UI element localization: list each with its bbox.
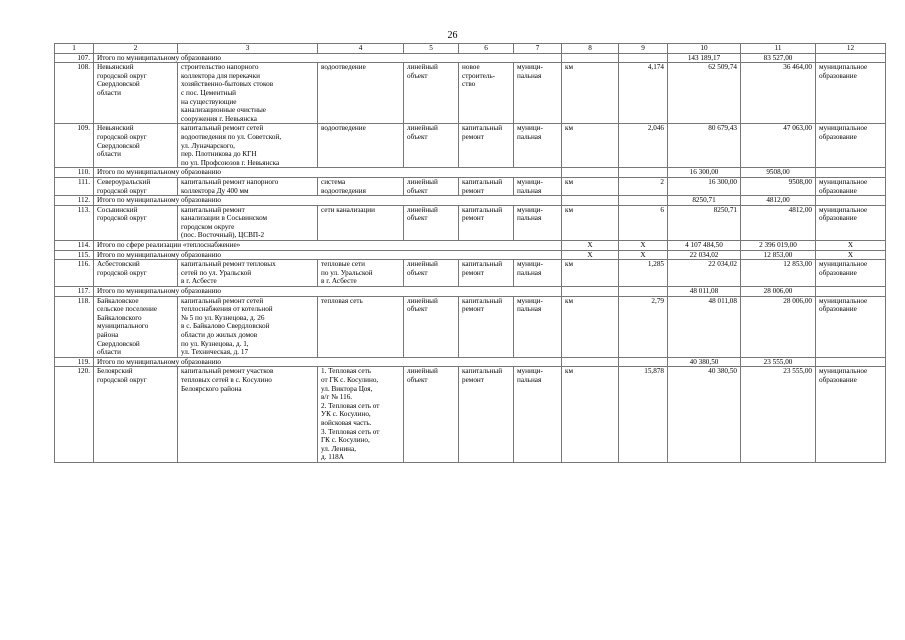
cell-line: пальная	[517, 132, 542, 141]
unit-cell: км	[562, 296, 619, 357]
cell-line: Невьянский	[97, 124, 134, 133]
municipality-cell	[94, 367, 178, 463]
cell-line: ство	[462, 80, 476, 89]
cell-line: Байкаловское	[97, 296, 139, 305]
amount-regional-cell: 9508,00	[741, 177, 816, 195]
work-type-cell	[459, 205, 514, 240]
cell-line: городской округ	[97, 375, 147, 384]
object-cell	[318, 260, 404, 287]
row-number: 119.	[55, 357, 94, 367]
cell-line: ремонт	[462, 186, 484, 195]
quantity-cell: X	[619, 250, 668, 260]
cell-line: ремонт	[462, 214, 484, 223]
cell-line: капитальный	[462, 260, 503, 269]
cell-line: капитальный ремонт напорного	[181, 177, 279, 186]
work-type-cell	[459, 63, 514, 124]
table-row	[55, 177, 886, 195]
cell-line: сети канализации	[321, 205, 375, 214]
cell-line: линейный	[407, 296, 438, 305]
data-table	[54, 43, 886, 463]
cell-line: строитель-	[462, 71, 496, 80]
cell-line: пальная	[517, 268, 542, 277]
cell-line: городском округе	[181, 222, 235, 231]
header-cell-1: 1	[55, 44, 94, 54]
unit-cell	[562, 196, 619, 206]
cell-line: Белоярского района	[181, 384, 242, 393]
total-row	[55, 250, 886, 260]
owner-cell	[816, 205, 886, 240]
cell-line: капитальный	[462, 177, 503, 186]
cell-line: 1. Тепловая сеть	[321, 367, 371, 376]
cell-line: от ГК с. Косулино,	[321, 375, 379, 384]
cell-line: района	[97, 331, 119, 339]
cell-line: сельское поселение	[97, 305, 158, 314]
work-type-cell	[459, 177, 514, 195]
page-number: 26	[447, 30, 458, 41]
cell-line: образование	[819, 186, 857, 195]
cell-line: строительство напорного	[181, 63, 259, 72]
header-cell-6: 6	[459, 44, 514, 54]
amount-total-cell: 16 300,00	[668, 177, 741, 195]
total-label: Итого по муниципальному образованию	[94, 168, 562, 178]
amount-total-cell: 8250,71	[668, 196, 741, 206]
amount-regional-cell: 23 555,00	[741, 367, 816, 463]
table-row	[55, 367, 886, 463]
municipality-cell	[94, 296, 178, 357]
object-type-cell	[404, 124, 459, 168]
row-number: 116.	[55, 260, 94, 287]
header-row	[55, 44, 886, 54]
amount-total-cell: 40 380,50	[668, 357, 741, 367]
amount-regional-cell: 36 464,00	[741, 63, 816, 124]
amount-total-cell: 143 189,17	[668, 53, 741, 63]
unit-cell: X	[562, 241, 619, 251]
header-cell-12: 12	[816, 44, 886, 54]
work-type-cell	[459, 296, 514, 357]
cell-line: области	[97, 150, 122, 159]
cell-line: объект	[407, 268, 428, 277]
cell-line: хозяйственно-бытовых стоков	[181, 80, 274, 89]
municipality-cell	[94, 124, 178, 168]
row-number: 114.	[55, 241, 94, 251]
table-row	[55, 124, 886, 168]
cell-line: муници-	[517, 260, 543, 269]
cell-line: пальная	[517, 71, 542, 80]
object-type-cell	[404, 177, 459, 195]
cell-line: ремонт	[462, 132, 484, 141]
project-name-cell	[178, 296, 318, 357]
cell-line: пер. Плотникова до КГН	[181, 150, 257, 159]
municipality-cell	[94, 260, 178, 287]
total-label: Итого по муниципальному образованию	[94, 53, 562, 63]
cell-line: капитальный ремонт сетей	[181, 124, 264, 133]
cell-line: объект	[407, 132, 428, 141]
quantity-cell: X	[619, 241, 668, 251]
quantity-cell	[619, 196, 668, 206]
total-label: Итого по сфере реализации «теплоснабжение»	[94, 241, 562, 251]
amount-total-cell: 62 509,74	[668, 63, 741, 124]
quantity-cell: 15,878	[619, 367, 668, 463]
unit-cell	[562, 287, 619, 297]
quantity-cell	[619, 168, 668, 178]
cell-line: тепловых сетей в с. Косулино	[181, 375, 272, 384]
header-cell-10: 10	[668, 44, 741, 54]
unit-cell	[562, 168, 619, 178]
cell-line: образование	[819, 305, 857, 314]
owner-cell	[816, 357, 886, 367]
total-row	[55, 53, 886, 63]
amount-total-cell: 40 380,50	[668, 367, 741, 463]
cell-line: ремонт	[462, 375, 484, 384]
cell-line: муници-	[517, 124, 543, 133]
cell-line: объект	[407, 214, 428, 223]
cell-line: система	[321, 177, 346, 186]
cell-line: по ул. Уральской	[321, 268, 373, 277]
cell-line: пальная	[517, 375, 542, 384]
unit-cell	[562, 53, 619, 63]
cell-line: коллектора Ду 400 мм	[181, 186, 249, 195]
ownership-cell	[514, 296, 562, 357]
municipality-cell	[94, 63, 178, 124]
unit-cell: км	[562, 177, 619, 195]
amount-total-cell: 22 034,02	[668, 260, 741, 287]
cell-line: объект	[407, 71, 428, 80]
cell-line: муниципальное	[819, 205, 868, 214]
cell-line: Североуральский	[97, 177, 151, 186]
project-name-cell	[178, 124, 318, 168]
object-type-cell	[404, 367, 459, 463]
row-number: 118.	[55, 296, 94, 357]
table-row	[55, 260, 886, 287]
cell-line: объект	[407, 305, 428, 314]
cell-line: муниципальное	[819, 260, 868, 269]
cell-line: в г. Асбесте	[181, 277, 217, 286]
ownership-cell	[514, 205, 562, 240]
amount-total-cell: 4 107 484,50	[668, 241, 741, 251]
cell-line: в г. Асбесте	[321, 277, 357, 286]
cell-line: объект	[407, 375, 428, 384]
cell-line: водоотведение	[321, 124, 366, 133]
amount-regional-cell: 47 063,00	[741, 124, 816, 168]
cell-line: в/г № 116.	[321, 393, 353, 402]
cell-line: сооружения г. Невьянска	[181, 114, 257, 123]
unit-cell: км	[562, 205, 619, 240]
owner-cell	[816, 63, 886, 124]
project-name-cell	[178, 205, 318, 240]
owner-cell	[816, 168, 886, 178]
amount-regional-cell: 12 853,00	[741, 260, 816, 287]
project-name-cell	[178, 260, 318, 287]
cell-line: капитальный	[462, 367, 503, 376]
object-cell	[318, 205, 404, 240]
header-cell-5: 5	[404, 44, 459, 54]
object-cell	[318, 63, 404, 124]
cell-line: ремонт	[462, 268, 484, 277]
cell-line: коллектора для перекачки	[181, 71, 261, 80]
cell-line: 2. Тепловая сеть от	[321, 401, 380, 410]
cell-line: муници-	[517, 177, 543, 186]
cell-line: ул. Виктора Цоя,	[321, 384, 373, 393]
cell-line: муници-	[517, 63, 543, 72]
cell-line: ремонт	[462, 305, 484, 314]
cell-line: объект	[407, 186, 428, 195]
row-number: 111.	[55, 177, 94, 195]
object-type-cell	[404, 296, 459, 357]
cell-line: образование	[819, 268, 857, 277]
total-row	[55, 196, 886, 206]
cell-line: образование	[819, 132, 857, 141]
cell-line: Белоярский	[97, 367, 133, 376]
total-label: Итого по муниципальному образованию	[94, 287, 562, 297]
object-type-cell	[404, 63, 459, 124]
owner-cell	[816, 177, 886, 195]
unit-cell: км	[562, 63, 619, 124]
owner-cell	[816, 260, 886, 287]
unit-cell: X	[562, 250, 619, 260]
project-name-cell	[178, 63, 318, 124]
unit-cell	[562, 357, 619, 367]
quantity-cell: 2	[619, 177, 668, 195]
project-name-cell	[178, 177, 318, 195]
cell-line: линейный	[407, 367, 438, 376]
cell-line: образование	[819, 375, 857, 384]
cell-line: новое	[462, 63, 480, 72]
cell-line: Свердловской	[97, 339, 140, 348]
amount-regional-cell: 4812,00	[741, 196, 816, 206]
cell-line: (пос. Восточный), ЦСВП-2	[181, 231, 265, 240]
ownership-cell	[514, 124, 562, 168]
owner-cell: X	[816, 241, 886, 251]
cell-line: муниципальное	[819, 63, 868, 72]
work-type-cell	[459, 367, 514, 463]
cell-line: муниципальное	[819, 367, 868, 376]
total-label: Итого по муниципальному образованию	[94, 196, 562, 206]
cell-line: муниципальное	[819, 177, 868, 186]
object-type-cell	[404, 260, 459, 287]
cell-line: линейный	[407, 177, 438, 186]
municipality-cell	[94, 205, 178, 240]
amount-regional-cell: 28 006,00	[741, 296, 816, 357]
cell-line: ул. Луначарского,	[181, 141, 235, 150]
quantity-cell	[619, 357, 668, 367]
quantity-cell: 6	[619, 205, 668, 240]
cell-line: линейный	[407, 124, 438, 133]
table-row	[55, 296, 886, 357]
ownership-cell	[514, 367, 562, 463]
cell-line: ул. Техническая, д. 17	[181, 348, 249, 357]
cell-line: области до жилых домов	[181, 331, 258, 339]
cell-line: линейный	[407, 260, 438, 269]
unit-cell: км	[562, 260, 619, 287]
row-number: 108.	[55, 63, 94, 124]
header-cell-4: 4	[318, 44, 404, 54]
cell-line: № 5 по ул. Кузнецова, д. 26	[181, 313, 265, 322]
cell-line: муници-	[517, 205, 543, 214]
table-row	[55, 205, 886, 240]
municipality-cell	[94, 177, 178, 195]
cell-line: тепловые сети	[321, 260, 366, 269]
cell-line: Байкаловского	[97, 313, 142, 322]
header-cell-11: 11	[741, 44, 816, 54]
cell-line: капитальный ремонт участков	[181, 367, 274, 376]
row-number: 113.	[55, 205, 94, 240]
cell-line: по ул. Кузнецова, д. 1,	[181, 339, 249, 348]
object-cell	[318, 124, 404, 168]
cell-line: капитальный	[462, 296, 503, 305]
amount-regional-cell: 83 527,00	[741, 53, 816, 63]
cell-line: 3. Тепловая сеть от	[321, 427, 380, 436]
cell-line: капитальный ремонт	[181, 205, 245, 214]
header-cell-8: 8	[562, 44, 619, 54]
cell-line: на существующие	[181, 97, 237, 106]
cell-line: городской округ	[97, 214, 147, 223]
cell-line: Невьянский	[97, 63, 134, 72]
cell-line: ул. Ленина,	[321, 444, 356, 453]
header-cell-2: 2	[94, 44, 178, 54]
cell-line: по ул. Профсоюзов г. Невьянска	[181, 158, 280, 167]
cell-line: пальная	[517, 305, 542, 314]
cell-line: линейный	[407, 205, 438, 214]
amount-regional-cell: 23 555,00	[741, 357, 816, 367]
quantity-cell: 2,79	[619, 296, 668, 357]
object-cell	[318, 296, 404, 357]
cell-line: капитальный ремонт сетей	[181, 296, 264, 305]
object-type-cell	[404, 205, 459, 240]
unit-cell: км	[562, 124, 619, 168]
owner-cell: X	[816, 250, 886, 260]
ownership-cell	[514, 63, 562, 124]
header-cell-7: 7	[514, 44, 562, 54]
cell-line: городской округ	[97, 132, 147, 141]
cell-line: теплоснабжения от котельной	[181, 305, 273, 314]
header-cell-3: 3	[178, 44, 318, 54]
amount-total-cell: 48 011,08	[668, 296, 741, 357]
quantity-cell: 4,174	[619, 63, 668, 124]
amount-total-cell: 48 011,08	[668, 287, 741, 297]
cell-line: городской округ	[97, 268, 147, 277]
cell-line: муници-	[517, 367, 543, 376]
row-number: 115.	[55, 250, 94, 260]
amount-total-cell: 16 300,00	[668, 168, 741, 178]
cell-line: пальная	[517, 186, 542, 195]
quantity-cell	[619, 287, 668, 297]
owner-cell	[816, 367, 886, 463]
amount-total-cell: 22 034,02	[668, 250, 741, 260]
total-row	[55, 168, 886, 178]
row-number: 109.	[55, 124, 94, 168]
cell-line: образование	[819, 214, 857, 223]
cell-line: капитальный ремонт тепловых	[181, 260, 276, 269]
cell-line: городской округ	[97, 71, 147, 80]
row-number: 117.	[55, 287, 94, 297]
cell-line: муниципальное	[819, 296, 868, 305]
cell-line: пальная	[517, 214, 542, 223]
cell-line: водоотведения по ул. Советской,	[181, 132, 282, 141]
cell-line: канализации в Сосьвинском	[181, 214, 268, 223]
cell-line: в с. Байкалово Свердловской	[181, 322, 270, 331]
cell-line: УК с. Косулино,	[321, 410, 371, 419]
cell-line: капитальный	[462, 205, 503, 214]
cell-line: муниципального	[97, 322, 149, 331]
amount-regional-cell: 2 396 019,00	[741, 241, 816, 251]
cell-line: муниципальное	[819, 124, 868, 133]
cell-line: водоотведения	[321, 186, 366, 195]
cell-line: муници-	[517, 296, 543, 305]
table-row	[55, 63, 886, 124]
amount-regional-cell: 4812,00	[741, 205, 816, 240]
owner-cell	[816, 53, 886, 63]
row-number: 107.	[55, 53, 94, 63]
total-label: Итого по муниципальному образованию	[94, 357, 562, 367]
row-number: 112.	[55, 196, 94, 206]
total-row	[55, 241, 886, 251]
cell-line: образование	[819, 71, 857, 80]
cell-line: войсковая часть.	[321, 418, 372, 427]
total-label: Итого по муниципальному образованию	[94, 250, 562, 260]
total-row	[55, 357, 886, 367]
cell-line: Асбестовский	[97, 260, 140, 269]
cell-line: Свердловской	[97, 80, 140, 89]
object-cell	[318, 177, 404, 195]
object-cell	[318, 367, 404, 463]
owner-cell	[816, 296, 886, 357]
amount-regional-cell: 28 006,00	[741, 287, 816, 297]
amount-regional-cell: 9508,00	[741, 168, 816, 178]
amount-total-cell: 8250,71	[668, 205, 741, 240]
ownership-cell	[514, 260, 562, 287]
owner-cell	[816, 196, 886, 206]
ownership-cell	[514, 177, 562, 195]
cell-line: тепловая сеть	[321, 296, 363, 305]
work-type-cell	[459, 124, 514, 168]
cell-line: области	[97, 88, 122, 97]
cell-line: линейный	[407, 63, 438, 72]
amount-regional-cell: 12 853,00	[741, 250, 816, 260]
cell-line: Сосьвинский	[97, 205, 138, 214]
cell-line: городской округ	[97, 186, 147, 195]
cell-line: сетей по ул. Уральской	[181, 268, 252, 277]
unit-cell: км	[562, 367, 619, 463]
project-name-cell	[178, 367, 318, 463]
owner-cell	[816, 287, 886, 297]
cell-line: ГК с. Косулино,	[321, 436, 370, 445]
owner-cell	[816, 124, 886, 168]
header-cell-9: 9	[619, 44, 668, 54]
cell-line: капитальный	[462, 124, 503, 133]
quantity-cell: 1,285	[619, 260, 668, 287]
row-number: 110.	[55, 168, 94, 178]
quantity-cell	[619, 53, 668, 63]
row-number: 120.	[55, 367, 94, 463]
work-type-cell	[459, 260, 514, 287]
total-row	[55, 287, 886, 297]
cell-line: водоотведение	[321, 63, 366, 72]
amount-total-cell: 80 679,43	[668, 124, 741, 168]
quantity-cell: 2,046	[619, 124, 668, 168]
cell-line: д. 118А	[321, 453, 344, 462]
cell-line: канализационные очистные	[181, 106, 266, 115]
cell-line: Свердловской	[97, 141, 140, 150]
cell-line: области	[97, 348, 122, 357]
cell-line: с пос. Цементный	[181, 88, 237, 97]
